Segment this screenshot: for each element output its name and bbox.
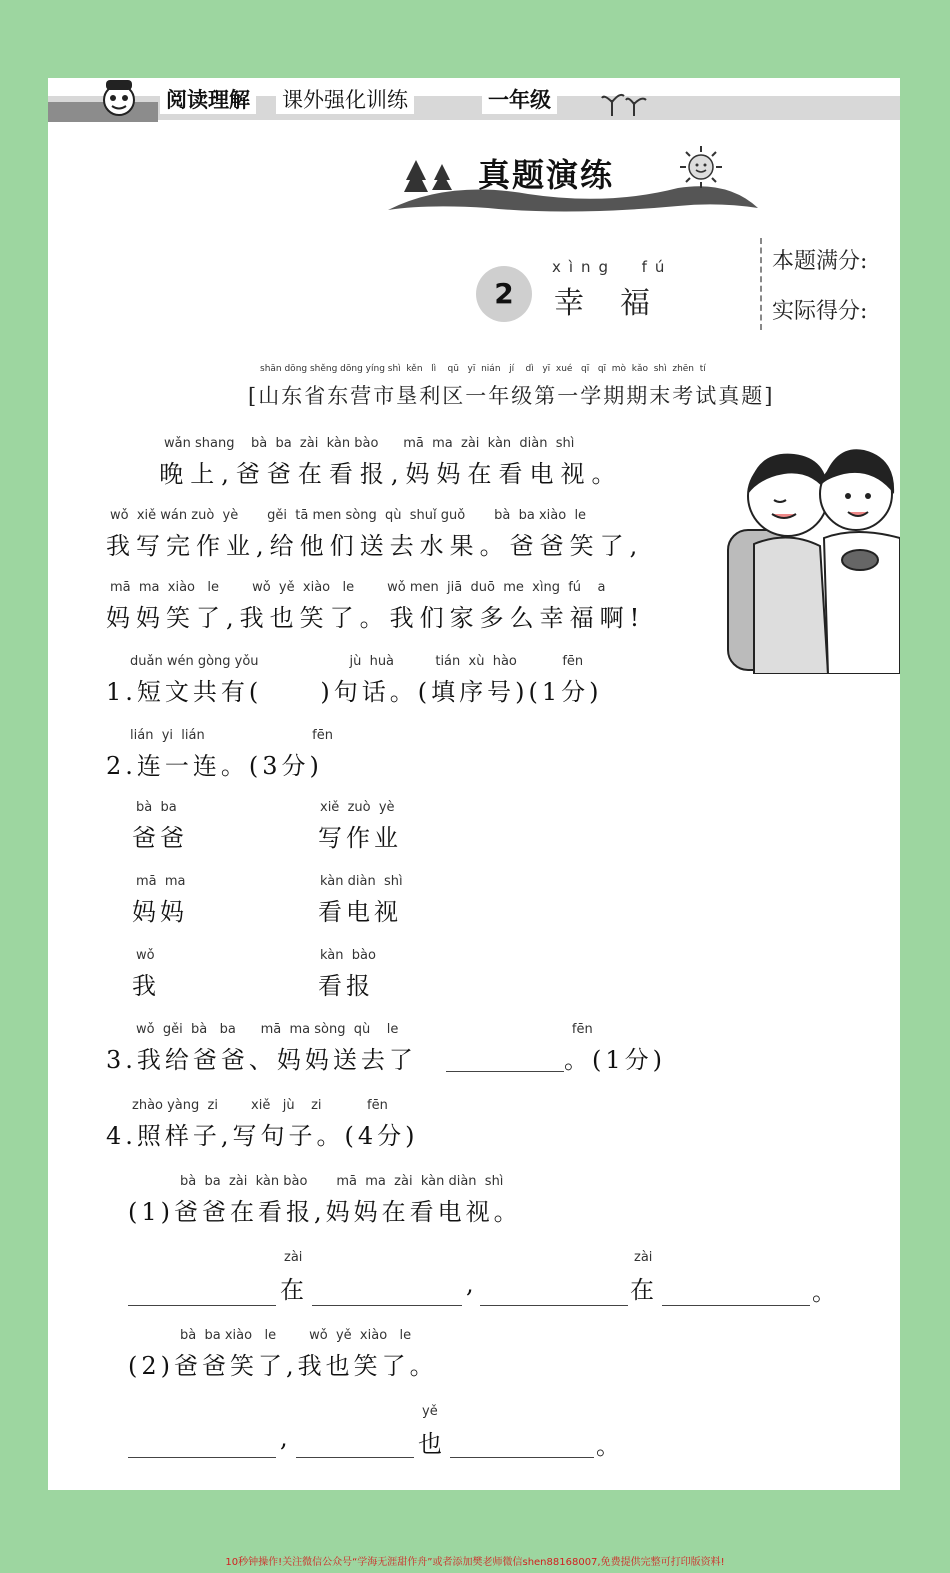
sample-1-blank-2[interactable]	[312, 1304, 462, 1306]
sun-icon	[678, 144, 724, 190]
score-box	[760, 238, 900, 330]
lesson-title-pinyin: xìng fú	[552, 258, 673, 276]
book-subtitle: 课外强化训练	[276, 84, 414, 114]
full-score-label: 本题满分:	[772, 249, 868, 274]
section-banner	[388, 140, 768, 218]
match-right-3-pinyin: kàn bào	[320, 948, 376, 963]
question-2-pinyin: lián yi lián fēn	[130, 728, 333, 743]
match-left-1[interactable]: 爸爸	[132, 824, 188, 852]
promo-footer: 10秒钟操作!关注微信公众号“学海无涯甜作舟”或者添加樊老师微信shen88168007,免费提供完整可打印版资料!	[225, 1557, 725, 1568]
sample-1-blank-3[interactable]	[480, 1304, 628, 1306]
passage-line-1-pinyin: wǎn shang bà ba zài kàn bào mā ma zài kàn diàn shì	[164, 436, 575, 451]
lesson-title: 幸福	[554, 286, 686, 321]
actual-score-label: 实际得分:	[772, 299, 868, 324]
section-title: 真题演练	[478, 156, 615, 194]
tree-icon	[404, 158, 454, 198]
sample-1-zai-pinyin-1: zài	[284, 1250, 303, 1265]
sample-1-zai-pinyin-2: zài	[634, 1250, 653, 1265]
sample-1-blank-1[interactable]	[128, 1304, 276, 1306]
sample-2-blank-3[interactable]	[450, 1456, 594, 1458]
sample-2-pinyin: bà ba xiào le wǒ yě xiào le	[180, 1328, 412, 1343]
match-left-1-pinyin: bà ba	[136, 800, 177, 815]
question-2: 2.连一连。(3分)	[106, 752, 323, 780]
passage-line-1: 晚上,爸爸在看报,妈妈在看电视。	[130, 460, 623, 488]
sample-1: (1)爸爸在看报,妈妈在看电视。	[128, 1198, 522, 1226]
question-1: 1.短文共有( )句话。(填序号)(1分)	[106, 678, 603, 706]
question-3-pinyin: wǒ gěi bà ba mā ma sòng qù le fēn	[136, 1022, 593, 1037]
sample-1-pinyin: bà ba zài kàn bào mā ma zài kàn diàn shì	[180, 1174, 504, 1189]
match-left-3-pinyin: wǒ	[136, 948, 155, 963]
mascot-logo-icon	[96, 78, 142, 118]
sample-1-end: 。	[812, 1278, 840, 1306]
question-3-score: 。(1分)	[564, 1046, 666, 1074]
grade-label: 一年级	[482, 84, 557, 114]
page-header	[48, 78, 900, 124]
match-left-2-pinyin: mā ma	[136, 874, 186, 889]
sample-2-blank-2[interactable]	[296, 1456, 414, 1458]
question-4-pinyin: zhào yàng zi xiě jù zi fēn	[132, 1098, 388, 1113]
book-title: 阅读理解	[160, 84, 256, 114]
match-right-2-pinyin: kàn diàn shì	[320, 874, 403, 889]
sample-2-ye: 也	[418, 1430, 446, 1458]
sample-2-ye-pinyin: yě	[422, 1404, 438, 1419]
sprout-icon	[600, 86, 650, 118]
sample-2-end: 。	[596, 1432, 624, 1460]
family-illustration	[724, 434, 900, 674]
match-left-2[interactable]: 妈妈	[132, 898, 188, 926]
question-3: 3.我给爸爸、妈妈送去了	[106, 1046, 417, 1074]
match-right-1-pinyin: xiě zuò yè	[320, 800, 395, 815]
sample-1-zai-1: 在	[280, 1276, 308, 1304]
match-right-3[interactable]: 看报	[318, 972, 374, 1000]
lesson-number-badge: 2	[476, 266, 532, 322]
question-1-pinyin: duǎn wén gòng yǒu jù huà tián xù hào fēn	[130, 654, 584, 669]
sample-2: (2)爸爸笑了,我也笑了。	[128, 1352, 438, 1380]
sample-2-blank-1[interactable]	[128, 1456, 276, 1458]
passage-line-2-pinyin: wǒ xiě wán zuò yè gěi tā men sòng qù shuǐ guǒ bà ba xiào le	[110, 508, 587, 523]
sample-1-comma: ,	[466, 1270, 478, 1298]
sample-1-blank-4[interactable]	[662, 1304, 810, 1306]
match-right-1[interactable]: 写作业	[318, 824, 402, 852]
exam-source: [山东省东营市垦利区一年级第一学期期末考试真题]	[248, 384, 775, 408]
question-4: 4.照样子,写句子。(4分)	[106, 1122, 419, 1150]
match-right-2[interactable]: 看电视	[318, 898, 402, 926]
match-left-3[interactable]: 我	[132, 972, 160, 1000]
passage-line-3-pinyin: mā ma xiào le wǒ yě xiào le wǒ men jiā duō me xìng fú a	[110, 580, 606, 595]
sample-1-zai-2: 在	[630, 1276, 658, 1304]
worksheet-page	[48, 78, 900, 1490]
question-3-answer-blank[interactable]	[446, 1070, 564, 1072]
passage-line-2: 我写完作业,给他们送去水果。爸爸笑了,	[106, 532, 644, 560]
passage-line-3: 妈妈笑了,我也笑了。我们家多么幸福啊!	[106, 604, 646, 632]
source-pinyin: shān dōng shěng dōng yíng shì kěn lì qū yī nián jí dì yī xué qī qī mò kǎo shì zhēn tí	[260, 364, 706, 374]
sample-2-comma: ,	[280, 1424, 292, 1452]
